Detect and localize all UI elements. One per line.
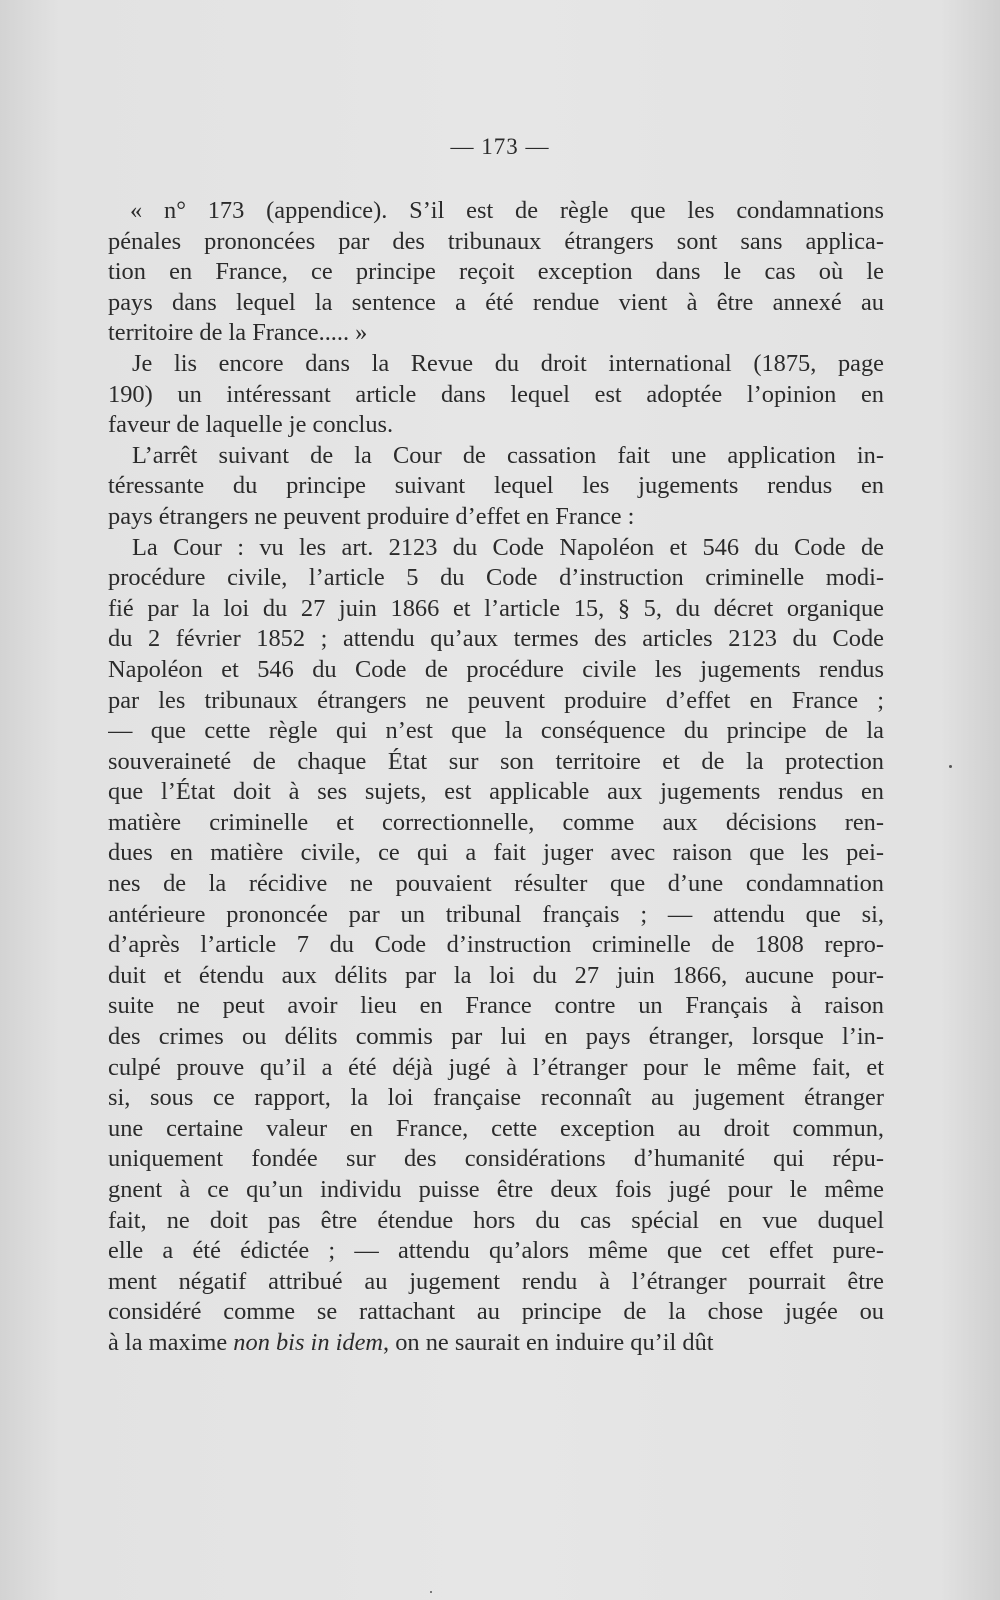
text-line: ment négatif attribué au jugement rendu à l’étranger pourrait être (108, 1267, 884, 1295)
text-line: duit et étendu aux délits par la loi du 27 juin 1866, aucune pour- (108, 961, 884, 989)
text-line: si, sous ce rapport, la loi française reconnaît au jugement étranger (108, 1084, 884, 1112)
text-line: L’arrêt suivant de la Cour de cassation fait une application in- (132, 441, 884, 469)
text-line: suite ne peut avoir lieu en France contre un Français à raison (108, 992, 884, 1020)
text-line: gnent à ce qu’un individu puisse être deux fois jugé pour le même (108, 1176, 884, 1203)
text-line: tion en France, ce principe reçoit exception dans le cas où le (108, 258, 884, 286)
text-line: faveur de laquelle je conclus. (108, 411, 394, 439)
text-line-final (108, 1328, 884, 1359)
text-line: du 2 février 1852 ; attendu qu’aux termes des articles 2123 du Code (108, 625, 884, 653)
text-line: pays dans lequel la sentence a été rendue vient à être annexé au (108, 288, 884, 316)
final-line-start: à la maxime (108, 1328, 234, 1356)
text-line: uniquement fondée sur des considérations d’humanité qui répu- (108, 1145, 884, 1173)
text-line: considéré comme se rattachant au principe de la chose jugée ou (108, 1298, 884, 1326)
final-line-end: , on ne saurait en induire qu’il dût (383, 1328, 714, 1356)
text-line: « n° 173 (appendice). S’il est de règle que les condamnations (130, 197, 884, 224)
text-line: une certaine valeur en France, cette exception au droit commun, (108, 1114, 884, 1142)
text-line: d’après l’article 7 du Code d’instruction criminelle de 1808 repro- (108, 931, 884, 959)
text-line: antérieure prononcée par un tribunal français ; — attendu que si, (108, 900, 884, 928)
text-line: culpé prouve qu’il a été déjà jugé à l’étranger pour le même fait, et (108, 1053, 884, 1081)
text-line: 190) un intéressant article dans lequel est adoptée l’opinion en (108, 380, 884, 408)
page-number: — 173 — (450, 134, 550, 159)
text-line: matière criminelle et correctionnelle, comme aux décisions ren- (108, 808, 884, 836)
text-line: pénales prononcées par des tribunaux étrangers sont sans applica- (108, 227, 884, 255)
text-line: que l’État doit à ses sujets, est applicable aux jugements rendus en (108, 778, 884, 806)
text-line: La Cour : vu les art. 2123 du Code Napoléon et 546 du Code de (132, 533, 884, 561)
latin-maxim: non bis in idem (233, 1328, 384, 1356)
text-line: pays étrangers ne peuvent produire d’effet en France : (108, 502, 635, 530)
text-line: nes de la récidive ne pouvaient résulter que d’une condamnation (108, 870, 884, 898)
text-line: par les tribunaux étrangers ne peuvent produire d’effet en France ; (108, 686, 884, 714)
text-line: dues en matière civile, ce qui a fait juger avec raison que les pei- (108, 839, 884, 867)
text-line: fié par la loi du 27 juin 1866 et l’article 15, § 5, du décret organique (108, 594, 884, 622)
paper-speck (949, 765, 952, 768)
body-text (108, 196, 884, 1359)
text-line: territoire de la France..... » (108, 319, 368, 347)
text-line: téressante du principe suivant lequel les jugements rendus en (108, 472, 884, 500)
paper-speck (430, 1591, 432, 1593)
text-line: — que cette règle qui n’est que la conséquence du principe de la (108, 717, 884, 745)
text-line: Je lis encore dans la Revue du droit international (1875, page (132, 349, 884, 377)
text-line: des crimes ou délits commis par lui en pays étranger, lorsque l’in- (108, 1023, 884, 1051)
text-line: souveraineté de chaque État sur son territoire et de la protection (108, 747, 884, 775)
text-line: Napoléon et 546 du Code de procédure civile les jugements rendus (108, 655, 884, 683)
text-line: fait, ne doit pas être étendue hors du cas spécial en vue duquel (108, 1206, 884, 1234)
text-line: procédure civile, l’article 5 du Code d’instruction criminelle modi- (108, 564, 884, 592)
text-line: elle a été édictée ; — attendu qu’alors même que cet effet pure- (108, 1237, 884, 1265)
